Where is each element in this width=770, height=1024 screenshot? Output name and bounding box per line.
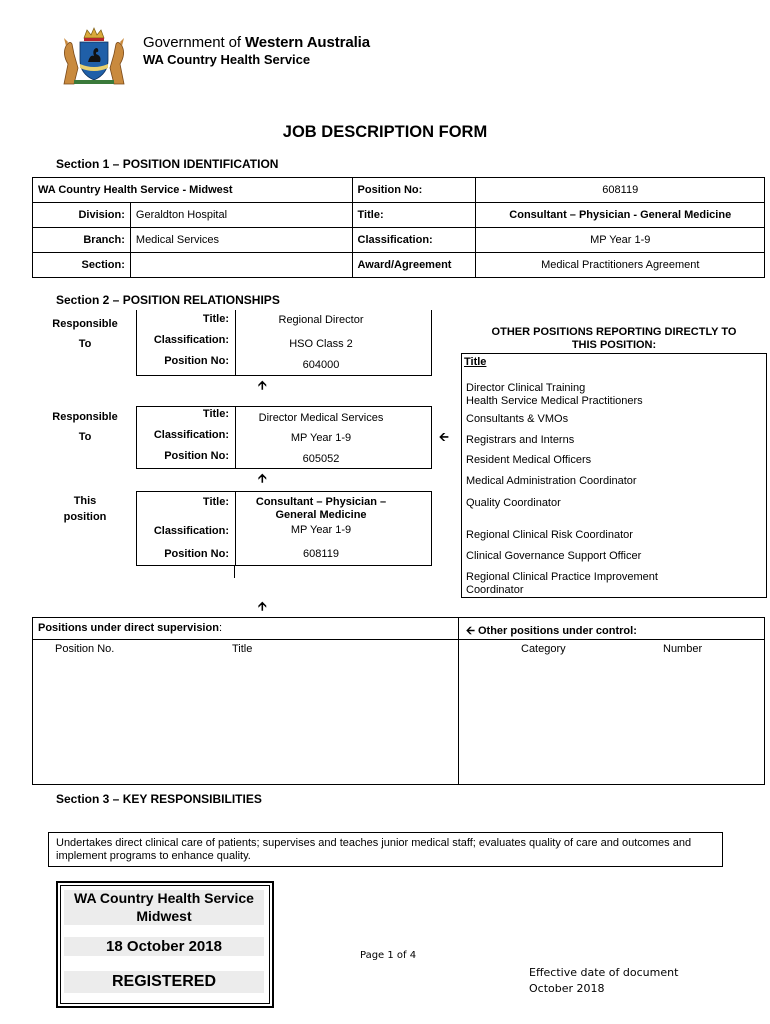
- box2-position-no-value: 605052: [302, 453, 340, 465]
- other-positions-heading: OTHER POSITIONS REPORTING DIRECTLY TO THIS POSITION:: [491, 326, 737, 351]
- list-item: Regional Clinical Practice Improvement: [466, 571, 658, 583]
- award-value: Medical Practitioners Agreement: [476, 253, 765, 278]
- division-label: Division:: [33, 203, 131, 228]
- other-positions-title-header: Title: [464, 356, 487, 368]
- position-label: position: [63, 511, 107, 523]
- supervision-col-title: Title: [232, 643, 253, 655]
- supervision-box: [32, 617, 765, 785]
- box3-title-value: Consultant – Physician –: [255, 496, 387, 508]
- government-name: Government of Western Australia: [143, 34, 370, 51]
- box2-classification-label: Classification:: [153, 429, 229, 441]
- list-item: Clinical Governance Support Officer: [466, 550, 642, 562]
- box3-classification-value: MP Year 1-9: [290, 524, 352, 536]
- box1-classification-value: HSO Class 2: [289, 338, 353, 350]
- classification-value: MP Year 1-9: [476, 228, 765, 253]
- branch-value: Medical Services: [130, 228, 352, 253]
- list-item: Coordinator: [466, 584, 524, 596]
- responsible-label-2: Responsible: [52, 411, 118, 423]
- list-item: Medical Administration Coordinator: [466, 475, 637, 487]
- org-name: WA Country Health Service - Midwest: [33, 178, 353, 203]
- list-item: Registrars and Interns: [466, 434, 575, 446]
- section-1-heading: Section 1 – POSITION IDENTIFICATION: [56, 157, 279, 171]
- control-col-number: Number: [663, 643, 703, 655]
- stamp-date: 18 October 2018: [64, 937, 264, 956]
- stamp-status: REGISTERED: [64, 971, 264, 993]
- box2-title-label: Title:: [202, 408, 229, 420]
- effective-date-label: Effective date of document: [529, 966, 679, 979]
- classification-label: Classification:: [352, 228, 476, 253]
- page-number: Page 1 of 4: [360, 950, 417, 961]
- box1-position-no-label: Position No:: [164, 355, 229, 367]
- box3-title-value-2: General Medicine: [275, 509, 367, 521]
- position-no-value: 608119: [476, 178, 765, 203]
- branch-label: Branch:: [33, 228, 131, 253]
- relationship-box-regional-director: [136, 310, 432, 376]
- box3-classification-label: Classification:: [153, 525, 229, 537]
- supervision-col-position-no: Position No.: [55, 643, 115, 655]
- box2-position-no-label: Position No:: [164, 450, 229, 462]
- key-responsibilities-text: Undertakes direct clinical care of patients; supervises and teaches junior medical staff; evaluates quality of care and outcomes and implement programs to enhance quality.: [48, 832, 723, 867]
- title-label: Title:: [352, 203, 476, 228]
- box1-classification-label: Classification:: [153, 334, 229, 346]
- list-item: Regional Clinical Risk Coordinator: [466, 529, 633, 541]
- list-item: Health Service Medical Practitioners: [466, 395, 643, 407]
- box3-position-no-value: 608119: [303, 548, 339, 560]
- section-label: Section:: [33, 253, 131, 278]
- box2-title-value: Director Medical Services: [258, 412, 384, 424]
- health-service-name: WA Country Health Service: [143, 52, 311, 67]
- control-col-category: Category: [521, 643, 566, 655]
- wa-government-crest-logo: [56, 24, 132, 86]
- this-label: This: [73, 495, 97, 507]
- list-item: Consultants & VMOs: [466, 413, 569, 425]
- responsible-label-1: Responsible: [52, 318, 118, 330]
- arrow-up-icon: 🡩: [258, 599, 267, 613]
- stamp-org-line2: Midwest: [64, 907, 264, 925]
- list-item: Quality Coordinator: [466, 497, 561, 509]
- section-3-heading: Section 3 – KEY RESPONSIBILITIES: [56, 792, 262, 806]
- arrow-up-icon: 🡩: [258, 378, 267, 392]
- arrow-left-icon: 🡨: [439, 430, 449, 444]
- position-no-label: Position No:: [352, 178, 476, 203]
- section-2-heading: Section 2 – POSITION RELATIONSHIPS: [56, 293, 280, 307]
- effective-date-value: October 2018: [529, 982, 605, 995]
- box1-title-label: Title:: [202, 313, 229, 325]
- list-item: Director Clinical Training: [466, 382, 586, 394]
- title-value: Consultant – Physician - General Medicine: [476, 203, 765, 228]
- award-label: Award/Agreement: [352, 253, 476, 278]
- position-identification-table: [32, 177, 765, 278]
- box1-position-no-value: 604000: [302, 359, 340, 371]
- box3-position-no-label: Position No:: [164, 548, 229, 560]
- stamp-org-line1: WA Country Health Service: [64, 890, 264, 907]
- list-item: Resident Medical Officers: [466, 454, 592, 466]
- to-label-1: To: [78, 338, 92, 350]
- to-label-2: To: [78, 431, 92, 443]
- relationship-box-this-position: [136, 491, 432, 566]
- direct-supervision-heading: Positions under direct supervision:: [38, 622, 222, 634]
- division-value: Geraldton Hospital: [130, 203, 352, 228]
- other-control-heading: 🡨 Other positions under control:: [466, 625, 637, 637]
- relationship-box-director-medical-services: [136, 406, 432, 469]
- arrow-up-icon: 🡩: [258, 471, 267, 485]
- section-value: [130, 253, 352, 278]
- box3-title-label: Title:: [202, 496, 229, 508]
- box1-title-value: Regional Director: [278, 314, 364, 326]
- form-title: JOB DESCRIPTION FORM: [282, 123, 488, 141]
- box2-classification-value: MP Year 1-9: [290, 432, 352, 444]
